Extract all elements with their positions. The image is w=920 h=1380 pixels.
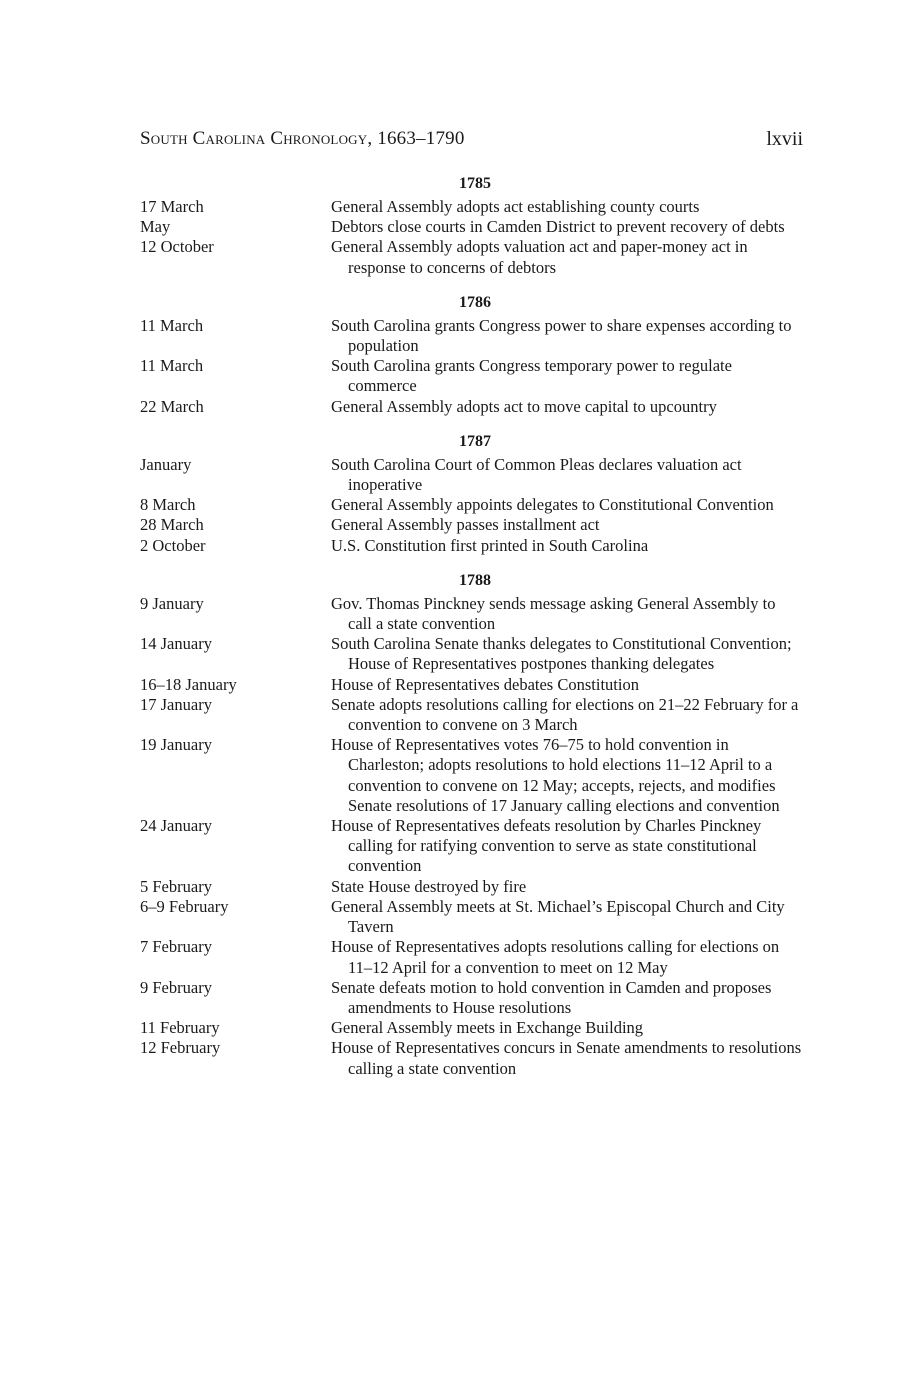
chronology-entry (140, 495, 803, 515)
running-head (140, 128, 803, 156)
running-title: South Carolina Chronology, 1663–1790 (140, 128, 465, 149)
entry-text: South Carolina Court of Common Pleas declares valuation act inoperative (331, 454, 742, 495)
entry-text: Debtors close courts in Camden District to prevent recovery of debts (331, 217, 785, 237)
entry-date: January (140, 454, 192, 474)
chronology-entry (140, 455, 803, 495)
entry-date: 8 March (140, 495, 196, 515)
chronology-list (140, 174, 803, 1094)
entry-date: 7 February (140, 937, 212, 957)
entry-date: 16–18 January (140, 674, 237, 694)
entry-text: General Assembly meets in Exchange Building (331, 1018, 644, 1038)
chronology-entry (140, 397, 803, 417)
entry-date: 17 March (140, 197, 204, 216)
year-section-1785 (140, 174, 803, 278)
chronology-entry (140, 515, 803, 535)
chronology-entry (140, 634, 803, 674)
entry-date: 11 March (140, 315, 204, 335)
entry-text: General Assembly adopts act establishing county courts (331, 197, 700, 216)
entry-date: 22 March (140, 396, 204, 416)
entry-date: 17 January (140, 694, 212, 714)
chronology-entry (140, 937, 803, 977)
chronology-entry (140, 978, 803, 1018)
entry-date: 11 February (140, 1018, 220, 1038)
chronology-entry (140, 695, 803, 735)
entry-text: House of Representatives debates Constitution (331, 674, 639, 694)
chronology-entry (140, 316, 803, 356)
entry-text: Senate defeats motion to hold convention in Camden and proposes amendments to House resolutions (331, 977, 772, 1017)
entry-date: 2 October (140, 535, 206, 555)
chronology-entry (140, 217, 803, 237)
entry-text: South Carolina Senate thanks delegates to Constitutional Convention; House of Representatives postpones thanking delegates (331, 634, 792, 674)
entry-date: 6–9 February (140, 896, 229, 916)
chronology-entry (140, 877, 803, 897)
year-heading: 1787 (459, 432, 491, 450)
entry-text: U.S. Constitution first printed in South Carolina (331, 535, 649, 555)
entry-date: 5 February (140, 876, 212, 896)
year-section-1787 (140, 432, 803, 556)
page-number: lxvii (766, 128, 803, 150)
chronology-entry (140, 1038, 803, 1078)
entry-date: 12 October (140, 237, 214, 257)
entry-text: House of Representatives votes 76–75 to hold convention in Charleston; adopts resolutions to hold elections 11–12 April to a convention to convene on 12 May; accepts, rejects, and modifies Senate resolutions of 17 January calling elections and convention (331, 735, 780, 815)
entry-date: May (140, 217, 171, 237)
chronology-entry (140, 675, 803, 695)
entry-text: House of Representatives concurs in Senate amendments to resolutions calling a state convention (331, 1038, 802, 1078)
entry-text: General Assembly meets at St. Michael’s Episcopal Church and City Tavern (331, 896, 785, 937)
entry-text: House of Representatives adopts resolutions calling for elections on 11–12 April for a convention to meet on 12 May (331, 937, 780, 977)
year-section-1788 (140, 571, 803, 1079)
entry-text: House of Representatives defeats resolution by Charles Pinckney calling for ratifying convention to serve as state constitutional convention (331, 816, 762, 876)
entry-date: 12 February (140, 1038, 221, 1058)
entry-text: General Assembly passes installment act (331, 515, 600, 535)
entry-date: 11 March (140, 356, 204, 376)
chronology-entry (140, 897, 803, 937)
year-heading: 1785 (459, 175, 491, 192)
chronology-entry (140, 356, 803, 396)
entry-date: 14 January (140, 634, 212, 654)
entry-text: General Assembly adopts valuation act and paper-money act in response to concerns of debtors (331, 237, 748, 277)
entry-date: 9 January (140, 593, 204, 613)
entry-text: State House destroyed by fire (331, 876, 527, 896)
chronology-entry (140, 536, 803, 556)
entry-text: Gov. Thomas Pinckney sends message asking General Assembly to call a state convention (331, 593, 776, 634)
year-section-1786 (140, 293, 803, 417)
entry-date: 9 February (140, 977, 212, 997)
entry-text: General Assembly adopts act to move capital to upcountry (331, 396, 717, 416)
entry-date: 28 March (140, 515, 204, 535)
year-heading: 1788 (459, 571, 491, 589)
entry-text: South Carolina grants Congress power to share expenses according to population (331, 315, 792, 356)
chronology-entry (140, 816, 803, 877)
chronology-entry (140, 197, 803, 217)
entry-date: 19 January (140, 735, 212, 755)
entry-date: 24 January (140, 816, 212, 836)
entry-text: Senate adopts resolutions calling for elections on 21–22 February for a convention to convene on 3 March (331, 694, 799, 735)
year-heading: 1786 (459, 293, 491, 311)
entry-text: South Carolina grants Congress temporary power to regulate commerce (331, 356, 732, 396)
chronology-entry (140, 735, 803, 816)
entry-text: General Assembly appoints delegates to Constitutional Convention (331, 495, 774, 515)
chronology-entry (140, 237, 803, 277)
chronology-entry (140, 594, 803, 634)
chronology-entry (140, 1018, 803, 1038)
